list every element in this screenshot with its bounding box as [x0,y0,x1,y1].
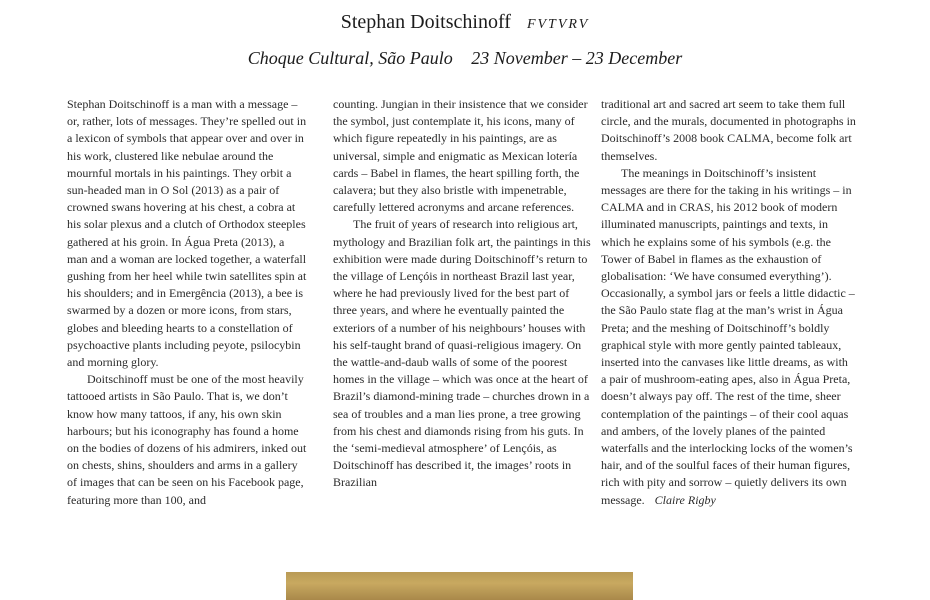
exhibition-dates: 23 November – 23 December [471,48,683,68]
article-column-2 [333,96,591,492]
paragraph: Doitschinoff must be one of the most heavily tattooed artists in São Paulo. That is, we don’t know how many tattoos, if any, his own skin harbours; but his iconography has found a home on the bodies of dozens of his admirers, inked out on chests, shins, shoulders and arms in a gallery of images that can be seen on his Facebook page, featuring more than 100, and [67,372,307,507]
venue-line [0,47,930,69]
artist-name: Stephan Doitschinoff [340,11,511,33]
article-header [0,10,930,69]
author-signature: Claire Rigby [654,492,716,507]
painting-image [286,572,633,600]
section-name: FVTVRV [526,17,590,32]
paragraph: Stephan Doitschinoff is a man with a message – or, rather, lots of messages. They’re spelled out in a lexicon of symbols that appear over and over in his work, clustered like nebulae around the mournful mortals in his paintings. They orbit a sun-headed man in O Sol (2013) as a pair of crowned swans hovering at his chest, a cobra at his solar plexus and a clutch of Orthodox steeples gathered at his groin. In Água Preta (2013), a man and a woman are locked together, a waterfall gushing from her heel while twin satellites spin at his shoulders; and in Emergência (2013), a bee is swarmed by a dozen or more icons, from stars, globes and bleeding hearts to a constellation of psychoactive plants including peyote, psilocybin and morning glory. [67,97,307,370]
article-column-1 [67,96,307,509]
paragraph: traditional art and sacred art seem to take them full circle, and the murals, documented in photographs in Doitschinoff’s 2008 book CALMA, become folk art themselves. [601,97,856,163]
article-column-3 [601,96,856,509]
venue: Choque Cultural, São Paulo [247,48,453,68]
paragraph: counting. Jungian in their insistence that we consider the symbol, just contemplate it, his icons, many of which figure repeatedly in his paintings, are as universal, simple and enigmatic as Mexican lotería cards – Babel in flames, the heart spilling forth, the calavera; but they also bristle with impenetrable, carefully lettered acronyms and arcane references. [333,97,588,215]
paragraph [601,165,856,509]
paragraph-text: The meanings in Doitschinoff’s insistent messages are there for the taking in his writings – in CALMA and in CRAS, his 2012 book of modern illuminated manuscripts, paintings and texts, in which he explains some of his symbols (e.g. the Tower of Babel in flames as the exhaustion of globalisation: ‘We have consumed everything’). Occasionally, a symbol jars or feels a little didactic – the São Paulo state flag at the man’s wrist in Água Preta; and the meshing of Doitschinoff’s boldly graphical style with more gently painted tableaux, inserted into the canvases like little dreams, as with a pair of mushroom-eating apes, also in Água Preta, doesn’t always pay off. The rest of the time, sheer contemplation of the paintings – of their cool aquas and ambers, of the lovely planes of the painted waterfalls and the interlocking locks of the women’s hair, and of the soulful faces of their human figures, rich with pity and sorrow – quietly delivers its own message. [601,165,855,507]
title-line [0,10,930,37]
paragraph: The fruit of years of research into religious art, mythology and Brazilian folk art, the paintings in this exhibition were made during Doitschinoff’s return to the village of Lençóis in northeast Brazil last year, where he had previously lived for the best part of three years, and where he eventually painted the exteriors of a number of his neighbours’ houses with his self-taught brand of quasi-religious imagery. On the wattle-and-daub walls of some of the poorest homes in the village – which was once at the heart of Brazil’s diamond-mining trade – churches drown in a sea of troubles and a man lies prone, a tree growing from his chest and diamonds rising from his guts. In the ‘semi-medieval atmosphere’ of Lençóis, as Doitschinoff has described it, the images’ roots in Brazilian [333,217,591,490]
